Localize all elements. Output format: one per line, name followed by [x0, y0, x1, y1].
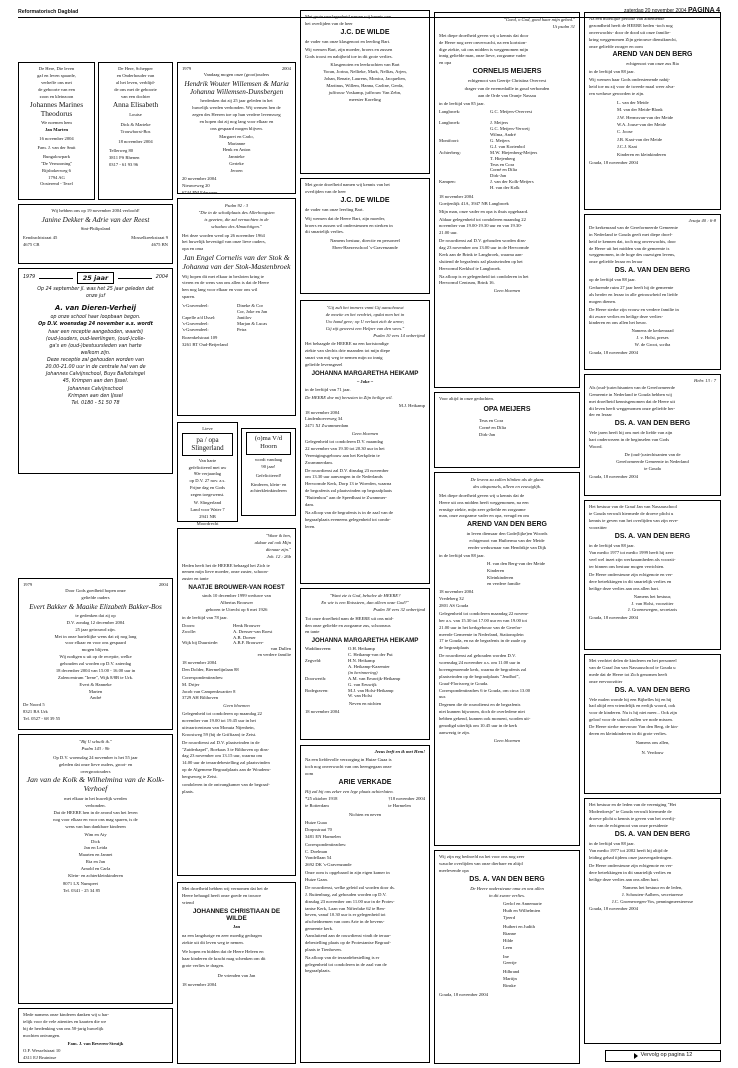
bible-quote: "Bij U schuilt ik." Psalm 143 : 9b [79, 739, 112, 751]
body: met elkaar in het huwelijk werden verbonden. Dat de HEERE hen in de avond van het leven nog voor elkaar en voor ons mag sparen, is de wens van hun dankbare kinderen Wim en Aty Dick Jan en Leida Maarten en Jannet Ria en Jan Arnold en Carla Klein- en achterkleinkinderen 8071 LX Nunspeet Tel. 0341 - 25 34 85 [53, 796, 138, 893]
year-left: 1979 [23, 275, 36, 281]
nickname: Jan Marten [44, 127, 69, 133]
intro: Met grote droefheid namen wij kennis van het overlijden van de heer [305, 182, 390, 194]
ad-obituary-friends-dewilde [177, 882, 296, 1064]
year-right: 2004 [158, 582, 168, 587]
ad-lines: De Here, Die leven gaf en leven spaarde, verheffe ons met de geboorte van een zoon en kleinzoon [37, 66, 76, 99]
age: in de leeftijd van 88 jaar. [589, 840, 635, 846]
intro: Wij zijn erg bedroefd na het voor ons nog zeer wauche overlijden van onze dierbare en altijd meelevende opa [439, 854, 525, 873]
intro: Op D.V. woensdag 24 november is het 55 jaar geleden dat onze lieve ouders, groot- en overgrootouders [53, 754, 138, 774]
honoree-name: (o)ma V/d Hoorn [246, 432, 291, 455]
details: 18 november 2004 Goeijenlijk 41A, 3947 NB Langbroek Mijn man, onze vader en opa is thuis opgebaard. Aldaar gelegenheid tot condoleren maandag 22 november van 19.00-19.30 uur en van 19.30- 21.00 uur. De rouwdienst zal D.V. gehouden worden dins- dag 23 november om 13.00 uur in de Hervormde Kerk aan de Brink te Langbroek, waarna aan- sluitend de begrafenis zal plaatsvinden op het Hervormd Kerkhof te Langbroek. Na afloop is er gelegenheid tot condoleren in het Hervormd Centrum, Brink 16. Geen bloemen [439, 193, 529, 294]
subtitle: in leven diensaar den Gode(lijke)en Woords echtgenoot van Huiberma van der Meide eerder weduwnaar van Hendrikje van Dijk [466, 531, 548, 551]
deceased-name: AREND VAN DEN BERG [467, 521, 547, 529]
ad-thanks-vanbeveren [18, 1008, 173, 1063]
details: 18 november 2004 Lindenhoeveweg 34 2471 XJ Zwammerdam Geen bloemen Gelegenheid tot condoleren D.V. maandag 22 november van 19.30 tot 20.30 uur in het Verenigingsgebouw aan het Kerkplein te Zwammerdam. De rouwdienst zal D.V. dinsdag 23 november om 13.30 uur aanvangen in de Nederlands Hervormde Kerk, Dorp 13 te Woerden, waarna de begrafenis zal plaatsvinden op begraafplaats "Buitenhou" aan de Speedhaai te Zwammer- dam. Na afloop van de begrafenis is in de zaal van de begraafplaats eveneens gelegenheid tot condo- leren. [305, 409, 394, 529]
deceased-name: JOHANNA MARGARETHA HEIKAMP [311, 637, 419, 645]
address: Tellerweg 80 3811 PS Rhenen 0317 - 61 93 96 [109, 148, 140, 168]
intro: Tot onze droefheid nam de HEERE uit ons mid- den onze geliefde en zorgzame zus, schoonzus en tante [305, 615, 394, 635]
body: Vele malen wonde hij een Bijbelles bij en hij had altijd een vriendelijk en eerlijk woord, ook voor de kinderen. Nu is hij niet meer... Ook zijn geloof voor de school zullen we node missen. De Heere sterke mevrouw Van den Berg, de kin- deren en kleinkinderen in dit grote verlies. Namens ons allen, N. Verdouw [589, 696, 679, 755]
bible-quote: "Want zie is God, behalve de HEERE? En wie is een Rotssteen, dan alleen onze God?" Psalm 18 vers 32 onberijmd [321, 593, 425, 612]
honoree-name: pa / opa Slingerland [182, 433, 233, 456]
signature: M.J. Heikamp [398, 402, 425, 408]
intro: Na een moeilijke periode van afnemende gezondheid heeft de HEERE heden -toch nog onverwachts- door de dood uit onze familie- kring weggenomen Zijn getrouwe dienstknecht, onze geliefde zwager en oom [589, 16, 677, 49]
intro: Op 24 september jl. was het 25 jaar geleden dat onze juf [37, 287, 154, 300]
body: Van medio 1977 tot 2002 heeft hij altijd de leiding gehad tijdens onze jaarvergaderingen. De Heere ondersteune zijn echtgenote en ver- dere betrekkingen in dit smartelijk verlies en heilige deze verlies aan ons allen hart. Namens het bestuur en de leden, J. Schouten-Aalbers, secretaresse J.C. Groenewegen-Vos, penningmeesteresse Gouda, 18 november 2004 [589, 848, 694, 912]
intro: Met grote verslagenheid namen wij kennis van het overlijden van de heer [305, 14, 391, 26]
ad-jubilee-vandekolk [18, 734, 173, 1004]
intro: Na een liefdevolle verzorging in Huize Guaa is toch nog onverwacht van ons heengegaan onze oom [305, 756, 392, 776]
deceased-name: JOHANNA MARGARETHA HEIKAMP [311, 369, 419, 377]
age: in de leeftijd van 71 jaar. [305, 386, 351, 392]
date: Gouda, 18 november 2004 [439, 991, 488, 997]
deceased-name: CORNELIS MEIJERS [472, 68, 542, 76]
deceased-name: DS. A. VAN DEN BERG [614, 532, 691, 540]
birth-date: 16 november 2004 [39, 136, 74, 142]
bible-quote: "Waar ik ben, aldaar zal ook Mijn dienaar zijn." Joh. 12 : 26b [254, 533, 291, 559]
child-name: Anna Elisabeth [112, 100, 159, 110]
nickname: Jan [232, 924, 241, 930]
ad-obituary-heikamp-husband [300, 300, 430, 584]
ad-obituary-vandenberg-family [434, 472, 580, 846]
intro: Vandaag mogen onze (groot)ouders [203, 71, 270, 77]
body: Van medio 1977 tot medio 1999 heeft hij zeer veel wel inzet zijn werkzaamheden als voorzit- ter binnen ons bestuur mogen verrichten. De Heere ondersteune zijn echtgenote en ver- dere betrekkingen in dit smartelijk verlies en heilige deze verlies aan ons allen hart. Namens het bestuur, J. van Holst, voorzitter J. Groenewegen, secretaris Gouda, 18 november 2004 [589, 550, 678, 621]
age: in de leeftijd van 78 jaar. [182, 614, 228, 620]
intro: Het bestuur en de leden van de vereniging "Het Moderdoesje" te Gouda verwult hiermede de droeve plicht u kennis te geven van het overlij- den van de echtgenoot van onze presidente [589, 802, 677, 828]
bible-quote: Jezus leeft en ik met Hem! [374, 749, 425, 754]
date: Gouda, 18 november 2004 [589, 159, 638, 165]
body: de vader van onze klasgenoot en leerling Bart. Wij wensen Bart, zijn moeder, broers en zussen Gods troost en nabijheid toe in dit grote verlies. Klasgenoten en leerkrachten van Bart Yoran, Jorina, Nellieke, Mark, Nellias, Arjen, Johan, Renate, Laurens, Monica, Jacquelien, Martinus, Willem, Hanna, Carline, Gerda, juffrouw Voskamp, juffrouw Van Zebn, meester Koreling [305, 38, 407, 102]
deceased-name: JOHANNES CHRISTIAAN DE WILDE [192, 907, 281, 922]
family-list: L. van der Meide M. van der Meide-Blonk J.W. Hermsvan-van der Meide W.A. Jouse-van der Meide C. Joose J.B. Kaat-van der Meide J.C.J. Kaat Kinderen en kleinkinderen [617, 99, 674, 157]
intro: Het deze worden werd op 26 november 1964 het huwelijk bevestigd van onze lieve ouders, opa en oma [182, 232, 266, 252]
intro: Door Gods goedheid hopen onze geliefde ouders [65, 587, 126, 600]
ad-obituary-vandenberg-school-board [584, 500, 721, 650]
ad-jubilee-teacher [18, 268, 173, 474]
dates: *25 oktober 1918 te Rotterdam †18 november 2004 te Harmelen [305, 796, 425, 809]
grandchildren: Teus en Cora Corné en Dilia Dirk-Jan [479, 417, 507, 437]
couple-names: Jan van de Kolk & Wilhelmina van de Kolk-Verhoef [26, 775, 165, 794]
grandchildren: Gerlof en Annemarie Huib en Wilhelmien Tjeerd Huibert en Judith Rianne Hilde Leen Ine Geertje Hilbrand Martijn Rinske [503, 901, 542, 989]
ad-jubilee-bakker [18, 578, 173, 730]
greeting: Lieve [202, 426, 213, 431]
continuation-link[interactable] [605, 1050, 721, 1062]
intro: Met verdriet delen de kinderen en het personeel van de Graaf Jan van Nassauschool te Gouda u mede dat de Heere tot Zich genomen heeft onze erevoorzitter [589, 658, 677, 684]
body: Wij wensen haar Gods onderstenende nabij- heid toe nu zij voor de tweede maal weer alva- ren weduwe geworden te zijn. [589, 77, 675, 96]
child-name: Johannes Marines Theodorus [29, 100, 84, 118]
family-list: Doorn: Henk Brouwer Zwolle: A. Dresser-van Roest A.B. Doeser Wijk bij Duurstede: A.B.F. Brouwer- van Dullen [182, 622, 291, 652]
bible-quote: Jesaja 40 : 6-8 [688, 218, 716, 223]
bible-quote: "Gij zult het immers vnmt Gij aanschouwt de moeite en het verdriet, opdat men het in Uw hand geve; op U verlaat zich de arme; Gij zijt geweest een Helper van den wees." Psalm 10 vers 14 onberijmd [325, 305, 425, 338]
deceased-name: NAATJE BROUWER-VAN ROEST [188, 584, 285, 592]
year-left: 1979 [23, 582, 33, 587]
ad-obituary-meijers [434, 12, 580, 388]
years: 1979 2004 [182, 66, 291, 71]
called-label: We noemen hem [41, 120, 72, 126]
page-label: PAGINA [687, 7, 715, 15]
intro: Het bestuur van de Grauf Jan van Nassauschool te Gouda verwult hiermede de droeve plicht u kennis te geven van het overlijden van zijn erve- voorzitter [589, 504, 679, 530]
ad-lines: Wij hebben ons op 19 november 2004 verloofd! [51, 208, 140, 213]
bible-quote: Hebr. 13 : 7 [694, 378, 716, 383]
details: Nichten en neven Huize Guaa Dorpsstraat 70 3481 EN Harmelen Correspondentieadres: C. Doelman Vondellaan 54 2692 DK 's-Gravenzande Onze oom is opgebaard in zijn eigen kamer in Huize Gaan. De rouwdienst, welke geleid zal worden door ds. J. Ruitenburg, zal gehouden worden op D.V. dinsdag 23 november om 11.00 uur in de Protes- tantse Kerk, Laan van Nifterlake 62 te Ben- heven, vanaf 10.30 uur is er gelegenheid tot afscheidnemen van oom Arie in de bevens- gemeente kerk. Aansluitend aan de rouwdienst vindt de teraar- debestelling plaats op de Protestantse Begraaf- plaats te Tienhoven. Na afloop van de teraardebestelling is er gelegenheid tot condoleren in de zaal van de begraafplaats. [305, 812, 395, 974]
arrow-right-icon [634, 1053, 638, 1059]
banner-ribbon: 25 jaar [77, 272, 115, 284]
body: de vader van onze leerling Bart. Wij wensen dat de Heere Bart, zijn moeder, broers en zussen wil ondersteunen en sterken in dit smartelijk verlies. Namens bestuur, directie en personeel Eben-Haezerschool 's-Gravenzande [305, 206, 400, 251]
address: Bungalowpark "De Vernooning" Rijsbokerweg 6 1794 AG Oosterend - Texel [40, 153, 73, 187]
address: Rozenkelstraat 109 3261 BT Oud-Beijerland [182, 335, 228, 348]
body: Wij hopen dit met elkaar in besloten kring te vieren en de wens van ons allen is dat de Heere hen nog lang voor elkaar en voor ons wil sparen. [182, 273, 269, 300]
couple-names: Hendrik Wouter Willemsen & Maria Johanna Willemsen-Dunsbergen [184, 79, 289, 97]
ad-obituary-vandenberg-school [584, 654, 721, 794]
ad-birth-anna [98, 62, 173, 200]
deceased-name: DS. A. VAN DEN BERG [614, 420, 691, 428]
deceased-name: DS. A. VAN DEN BERG [614, 686, 691, 694]
place: Sint-Philipsland [80, 226, 111, 232]
details: en verdere familie 18 november 2004 Den Dolder, Biermelijnlaan 88 Correspondentieadres: M. Drijer Jacob van Campenkwartier 8 3729 AH Bilthoven Geen bloemen Gelegenheid tot condoleren op maandag 22 november van 19.00 tot 19.45 uur in het uitvaartcentrum van Monuta Nijenhein, Kroostweg 59 (bij de Griffiaan) te Zeist. De rouwdienst zal D.V. plaatsvinden in de "Zuiderkapel", Boekaas 3 te Bilthoven op dins- dag 23 november om 13.15 uur, waarna om 14.00 uur de teraardebestelling zal plaatsvinden op de Algemene Begraafplaats aan de Woudens- bergseweg te Zeist. condoleren in de ontvangkamer van de begraaf- plaats. [182, 652, 291, 794]
child-name-2: Louise [129, 111, 142, 117]
intro: Met diepe droefheid geven wij u kennis dat door de Heere nog zeer onverwacht, na een kortston- dige ziekte, uit ons midden is weggenomen mijn innig geliefde man, onze lieve, zorgzame vader en opa [439, 32, 529, 66]
family-list: Waddinxveen: O.H. Heikamp C. Heikamp-van der Put Zegveld: H.N. Heikamp A. Heikamp-Kazemier (in herinnering) Doorwerth: A.M. van Eeuwijk-Heikamp G. van Eeuwijk Bodegraven: M.J. van Holst-Heikamp W. van Holst [305, 646, 401, 699]
honours: drager van de erremedaille in goud verbonden aan de Orde van Oranje Nassau [464, 86, 550, 98]
spouse: echtgenoot van onze zus Ria [626, 61, 679, 67]
ad-obituary-dewilde-class [300, 10, 430, 174]
continuation-label: Vervolg op pagina 12 [640, 1052, 693, 1059]
date: 18 november 2004 [305, 709, 340, 715]
body: herdenken dat zij 25 jaar geleden in het huwelijk werden verbonden. Wij wensen hen de zegen des Heeren toe op hun verdere levensweg en hopen dat zij nog lang voor elkaar en ons gespaard mogen blijven. Margaret en Carlo, Marianne Henk en Anton Jannieke Gerieke Jeroen 20 november 2004 Nieuweweg 20 6744 PM Ederveen [182, 98, 281, 195]
body: Van harte gefeliciteerd met uw 90e verjaardag op D.V. 27 nov. a.s. Frijne dag en Gods zegen toegewenst. W. Slingerland Land voor Water 7 2941 NB Moordrecht [188, 457, 227, 526]
sender: Fam. J. van Beveren-Struijk [67, 1040, 124, 1046]
intro: Met droefheid hebben wij vernomen dat het de Heere behaagd heeft onze goede en trouwe vriend [182, 886, 269, 905]
ad-obituary-vandenberg-inlaws [584, 12, 721, 210]
age: in de leeftijd van 85 jaar. [439, 100, 485, 106]
ad-jubilee-willemsen [177, 62, 296, 194]
family-list: H. van den Berg-van der Meide Kinderen Kleinkinderen en verdere familie [487, 560, 546, 587]
intro: Als (oud-)catechisanten van de Gereformeerde Gemeente in Nederland te Gouda hebben wij met droefheid kennisgenomen dat de Heere uit dit leven heeft weggenomen onze geliefde her- der en leraar [589, 384, 676, 418]
publication-name: Reformatorisch Dagblad [18, 9, 79, 16]
ad-obituary-opa-meijers [434, 392, 580, 468]
deceased-name: AREND VAN DEN BERG [612, 51, 693, 59]
ad-obituary-brouwer [177, 528, 296, 876]
ad-obituary-dewilde-school [300, 178, 430, 294]
date-text: zaterdag 20 november 2004 [624, 8, 687, 15]
banner-line [118, 278, 152, 279]
subtitle: sinds 10 december 1999 weduwe van Albertus Brouwer geboren te Utrecht op 6 mei 1926 [202, 593, 271, 612]
bible-quote: De levens zu zullen blinken als de glans des uitspansels, alleen en eeuwiglijk. [470, 477, 544, 489]
nickname: ~ Joke ~ [356, 379, 374, 384]
parents: Dick & Marieke Trouwborst-Bos [120, 121, 151, 134]
page-number: 4 [716, 7, 720, 15]
body: Gedurende ruim 27 jaar heeft hij de gemeente als herder en leraar in alle getrouwheid en liefde mogen dienen. De Heere sterke zijn vrouw en verdere familie in dit zware verlies en heilige deze verlies- kinderen en ons allen het heuw. Namens de kerkenraad J. v. Holst, preses W. de Groot, scriba Gouda, 18 november 2004 [589, 285, 679, 355]
nieces-nephews: Neven en nichten [348, 701, 382, 707]
ad-obituary-vandenberg-catechism [584, 374, 721, 496]
ad-obituary-vandenberg-church [584, 214, 721, 370]
banner [23, 272, 168, 284]
deceased-name: ARIE VERKADE [338, 778, 392, 786]
ad-birthday-slingerland [177, 422, 238, 526]
spouse: echtgenoot van Geertje Christina Overvest [467, 78, 547, 84]
couple-names: Evert Bakker & Maaike Elizabeth Bakker-Bos [29, 602, 162, 611]
addresses [23, 235, 168, 249]
ad-obituary-vandenberg-grandchildren [434, 850, 580, 1064]
address: O.F. Wesselstraat 10 4311 EJ Bruinisse [23, 1048, 61, 1061]
ad-engagement [18, 204, 173, 264]
ad-birth-johannes [18, 62, 95, 200]
body: na een langdurige en zeer moedig gedragen ziekte uit dit leven weg te nemen. We hopen en bidden dat de Heere Heleen en haar kinderen de kracht mag schenken om dit grote verlies te dragen. De vrienden van Jan 18 november 2004 [182, 933, 266, 988]
deceased-name: J.C. DE WILDE [340, 196, 390, 204]
deceased-name: DS. A. VAN DEN BERG [614, 267, 691, 275]
couple-names: Janine Dekker & Adrie van der Reest [41, 215, 150, 224]
intro: Voor altijd in onze gedachten. [439, 396, 494, 401]
family-list: Langbroek: G.C. Meijers-Overvest Langbroek: J. Meijers G.C. Meijers-Verweij Wilma, André Montfoort: G. Meijers G.J. van Kortenbol Achterberg: M.W. Hiejenberg-Meijers T. Hiejenberg Teus en Cora Corné en Dilia Dirk-Jan Kampen: J. van der Kolk-Meijers H. van der Kolk [439, 108, 538, 191]
ad-obituary-vandenberg-association [584, 798, 721, 1044]
age: in de leeftijd van 88 jaar. [589, 69, 635, 75]
ad-obituary-verkade [300, 745, 430, 1063]
banner-line [39, 278, 73, 279]
intro: Heden heeft het de HEERE behaagd het Zich te nemen mijn lieve moeder, onze zuster, schoon- zuster en tante [182, 562, 270, 582]
body: te gedenken dat zij op D.V. zondag 12 december 2004 25 jaar getrouwd zijn. Met in onze harteliijke wens dat zij nog lang voor elkaar en voor ons gespaard mogen blijven. Wij nodigen u uit op de receptie, welke gehouden zal worden op D.V. zaterdag 18 december 2004 van 15.00 - 16.00 uur in Zalencentrum "Irene", Wijk 8/8B te Urk. Evert & Hanneke Marten André De Noord 5 8321 BA Urk Tel. 0527 - 68 39 55 [23, 612, 137, 722]
ad-jubilee-vanderstok [177, 198, 296, 416]
body: wordt vandaag 90 jaar! Gefeliciteerd! Kinderen, klein- en achterkleinkinderen [250, 456, 287, 494]
year-right: 2004 [155, 275, 169, 281]
teacher-name: A. van Dieren-Verheij [54, 303, 137, 312]
intro: Met diepe droefheid geven wij u kennis dat de Heere uit ons midden heeft weggenomen, na een ernstige ziekte, mijn zeer geliefde en zorgzame man, onze zorgzame vader en opa, vreugd en om [439, 492, 529, 519]
age: in de leeftijd van 88 jaar. [589, 542, 635, 548]
intro: Het behaagde de HEERE na een kortstondige ziekte van slechts drie maanden tot mijn diepe smart van mij weg te nemen mijn zo innig geliefde levensgezel [305, 341, 391, 367]
deceased-name: OPA MEIJERS [483, 405, 531, 413]
bible-quote: "Goed, o God, goed haar mijn gebed." Ut psalm 31 [503, 17, 575, 29]
deceased-name: DS. A. VAN DEN BERG [469, 875, 545, 883]
birth-date: 18 november 2004 [118, 138, 153, 144]
details: 18 november 2004 Vredeberg 32 2801 AS Gouda Gelegenheid tot condoleren maandag 22 novem- ber a.s. van 15.30 tot 17.00 uur en van 19.00 tot 21.00 uur in het kerkgebouw van de Gerefor- meerde Gemeente in Nederland, Stationsplein 17 te Gouda, en na de begrafenis in de zaale op de begraafplaats De rouwdienst zal gehouden worden D.V. woensdag 24 november a.s. om 11.00 uur in bovengenoemde kerk, waarna de begrafenis zal plaatsvinden op de begraafplaats "Jeudhof", Graaf-Florisweg te Gouda. Correspondentieadres 6 te Gouda, om circa 13.00 uur. Degenen die de rouwdienst en de begrafenis niet kunnen bijwonen, doch de overledene niet hebben gekend, kunnen ook moment, worden uit- genodigd uiterlijk om 10.45 uur in de kerk aanwezig te zijn. Geen bloemen [439, 589, 531, 743]
ad-obituary-heikamp-family [300, 588, 430, 740]
body: op onze school haar loopbaan begon. Op D.V. woensdag 24 november a.s. wordt haar een receptie aangeboden, waarbij (oud-)ouders, oud-leerlingen, (oud-)colle- ga's en (oud-)bestuursleden van harte welkom zijn. Deze receptie zal gehouden worden van 20.00-21.00 uur in de centrale hal van de Johannes Calvijnschool, Buys Ballotsingel 45, Krimpen aan den IJssel. Johannes Calvijnschool Krimpen aan den IJssel Tel. 0180 - 51 50 78 [38, 315, 153, 406]
ad-lines: De Here, Schepper en Onderhouder van al het leven, verblijd- de ons met de geboorte van een dochter [114, 66, 157, 99]
parents: Fam. J. van der Smit [37, 145, 76, 151]
closing-quote: De HEERE doe mij berusten in Zijn heilige wil. [305, 394, 393, 400]
address-left: Eendrachtstraat 45 4675 CB [23, 235, 58, 247]
ad-birthday-vdhoorn [241, 428, 296, 516]
couple-names: Jan Engel Cornelis van der Stok & Johanna van der Stok-Mastenbroek [182, 253, 291, 271]
family-list: 's-Gravendeel: Dineke & Cor Cor, Joke en Jan Capelle a/d IJssel: Janiilov 's-Gravendeel: Marjan & Lucas 's-Gravendeel: Petra [182, 303, 268, 332]
memorial-text: Hij zal bij ons zeker een lege plaats achterlaten. [305, 788, 394, 794]
deceased-name: J.C. DE WILDE [340, 28, 390, 36]
age: op de leeftijd van 88 jaar. [589, 277, 636, 283]
address-right: Mosselkreekstraat 9 4675 BN [131, 235, 168, 247]
body: Mede namens onze kinderen danken wij u har- telijk voor de vele attenties en kaarten die we bij de herdenking van ons 50-jarig huwelijk mochten ontvangen. [23, 1012, 110, 1038]
body: Vele jaren heeft hij ons met de liefde van zijn hart onderwezen in de beginselen van Gods Woord. De (oud-)catechisanten van de Gereformeerde Gemeente in Nederland te Gouda Gouda, 18 november 2004 [589, 430, 689, 479]
bible-quote: De Heere ondersteune oma en ons allen in dit zware verlies. [470, 885, 544, 898]
deceased-name: DS. A. VAN DEN BERG [614, 830, 691, 838]
intro: De kerkenraad van de Gereformeerde Gemeente in Nederland te Gouda geeft met diepe droef- heid te kennen dat, toch nog onverwachts, door de Heere uit het midden van de gemeente is weggenomen, in de hoge des ouzwigen levens, onze geliefde leraar en leraar [589, 224, 678, 265]
bible-quote: Psalm 92 : 3 "Die in de schuilplaats des Allerhoogsten is gezeten, die zal vernachten in de schaduw des Almachtigen." [198, 203, 275, 229]
age: in de leeftijd van 88 jaar. [439, 552, 485, 558]
